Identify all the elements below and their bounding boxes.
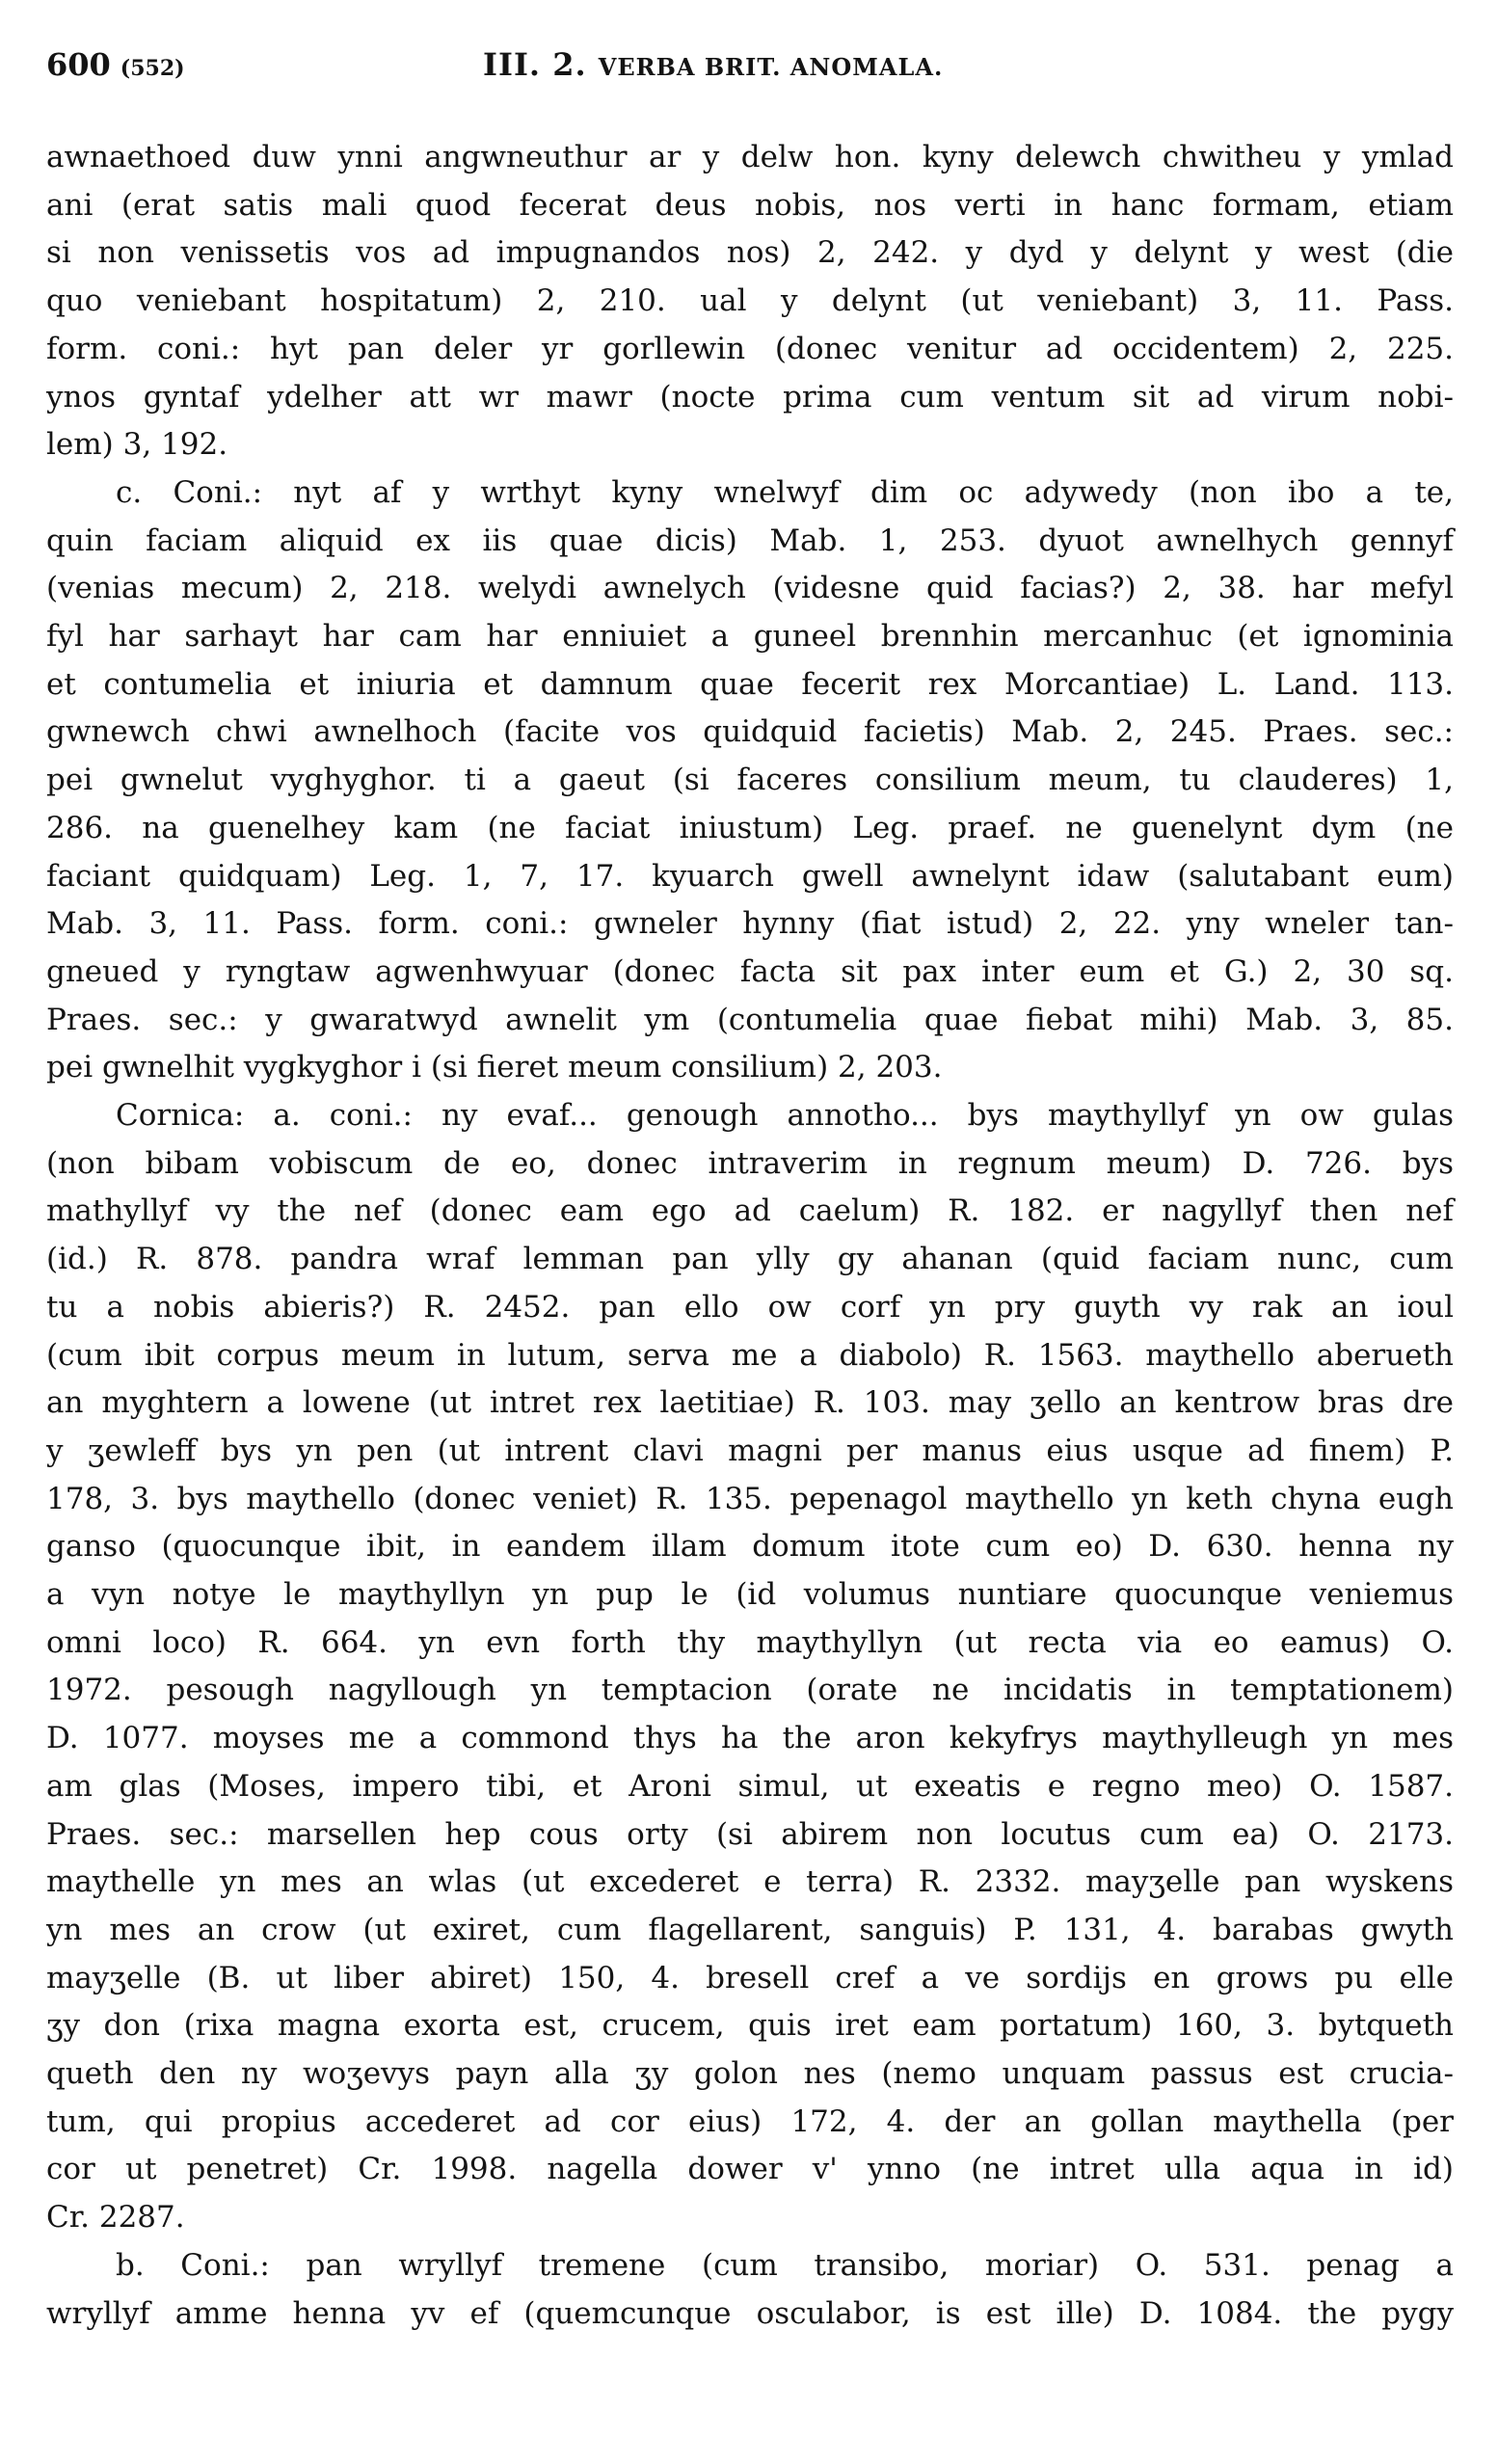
- text-line: (non bibam vobiscum de eo, donec intraverim in regnum meum) D. 726. bys: [46, 1145, 1454, 1181]
- text-line: si non venissetis vos ad impugnandos nos) 2, 242. y dyd y delynt y west (die: [46, 235, 1454, 271]
- text-line: D. 1077. moyses me a commond thys ha the aron kekyfrys maythylleugh yn mes: [46, 1721, 1454, 1756]
- text-line: mayʒelle (B. ut liber abiret) 150, 4. bresell cref a ve sordijs en grows pu elle: [46, 1960, 1454, 1995]
- text-line: mathyllyf vy the nef (donec eam ego ad caelum) R. 182. er nagyllyf then nef: [46, 1193, 1454, 1229]
- running-header: [46, 46, 1452, 94]
- text-line: form. coni.: hyt pan deler yr gorllewin (donec venitur ad occidentem) 2, 225.: [46, 331, 1454, 366]
- text-line: quin faciam aliquid ex iis quae dicis) Mab. 1, 253. dyuot awnelhych gennyf: [46, 522, 1454, 558]
- text-line: cor ut penetret) Cr. 1998. nagella dower v' ynno (ne intret ulla aqua in id): [46, 2152, 1454, 2187]
- text-line: yn mes an crow (ut exiret, cum flagellarent, sanguis) P. 131, 4. barabas gwyth: [46, 1912, 1454, 1947]
- text-line: ʒy don (rixa magna exorta est, crucem, quis iret eam portatum) 160, 3. bytqueth: [46, 2008, 1454, 2044]
- text-line: gwnewch chwi awnelhoch (facite vos quidquid facietis) Mab. 2, 245. Praes. sec.:: [46, 714, 1454, 750]
- text-line: Praes. sec.: marsellen hep cous orty (si abirem non locutus cum ea) O. 2173.: [46, 1816, 1454, 1852]
- text-line: gneued y ryngtaw agwenhwyuar (donec facta sit pax inter eum et G.) 2, 30 sq.: [46, 953, 1454, 989]
- text-line: awnaethoed duw ynni angwneuthur ar y delw hon. kyny delewch chwitheu y ymlad: [46, 140, 1454, 174]
- text-line: faciant quidquam) Leg. 1, 7, 17. kyuarch gwell awnelynt idaw (salutabant eum): [46, 858, 1454, 894]
- text-line: a vyn notye le maythyllyn yn pup le (id volumus nuntiare quocunque veniemus: [46, 1577, 1454, 1612]
- text-line: lem) 3, 192.: [46, 427, 228, 463]
- text-line: am glas (Moses, impero tibi, et Aroni simul, ut exeatis e regno meo) O. 1587.: [46, 1768, 1454, 1804]
- page-number: 600 (552): [46, 46, 185, 83]
- text-line: (id.) R. 878. pandra wraf lemman pan ylly gy ahanan (quid faciam nunc, cum: [46, 1242, 1454, 1277]
- text-line: y ʒewleff bys yn pen (ut intrent clavi magni per manus eius usque ad finem) P.: [46, 1433, 1454, 1468]
- text-line: Cr. 2287.: [46, 2200, 185, 2236]
- text-line: et contumelia et iniuria et damnum quae fecerit rex Morcantiae) L. Land. 113.: [46, 666, 1454, 702]
- text-line: omni loco) R. 664. yn evn forth thy maythyllyn (ut recta via eo eamus) O.: [46, 1624, 1454, 1660]
- text-line: pei gwnelhit vygkyghor i (si fieret meum consilium) 2, 203.: [46, 1050, 943, 1085]
- text-line: Cornica: a. coni.: ny evaf... genough annotho... bys maythyllyf yn ow gulas: [116, 1098, 1454, 1133]
- text-line: 1972. pesough nagyllough yn temptacion (orate ne incidatis in temptationem): [46, 1673, 1454, 1708]
- text-line: ani (erat satis mali quod fecerat deus nobis, nos verti in hanc formam, etiam: [46, 187, 1454, 223]
- text-line: ganso (quocunque ibit, in eandem illam domum itote cum eo) D. 630. henna ny: [46, 1529, 1454, 1565]
- text-line: an myghtern a lowene (ut intret rex laetitiae) R. 103. may ʒello an kentrow bras dre: [46, 1385, 1454, 1421]
- text-line: 286. na guenelhey kam (ne faciat iniustum) Leg. praef. ne guenelynt dym (ne: [46, 810, 1454, 845]
- text-line: c. Coni.: nyt af y wrthyt kyny wnelwyf dim oc adywedy (non ibo a te,: [116, 474, 1454, 510]
- text-line: pei gwnelut vyghyghor. ti a gaeut (si faceres consilium meum, tu clauderes) 1,: [46, 763, 1454, 798]
- text-line: b. Coni.: pan wryllyf tremene (cum transibo, moriar) O. 531. penag a: [116, 2247, 1454, 2283]
- text-line: ynos gyntaf ydelher att wr mawr (nocte prima cum ventum sit ad virum nobi-: [46, 379, 1454, 415]
- text-line: queth den ny woʒevys payn alla ʒy golon nes (nemo unquam passus est crucia-: [46, 2056, 1454, 2091]
- text-line: 178, 3. bys maythello (donec veniet) R. 135. pepenagol maythello yn keth chyna eugh: [46, 1481, 1454, 1516]
- text-line: maythelle yn mes an wlas (ut excederet e terra) R. 2332. mayʒelle pan wyskens: [46, 1864, 1454, 1900]
- text-line: (venias mecum) 2, 218. welydi awnelych (videsne quid facias?) 2, 38. har mefyl: [46, 571, 1454, 606]
- text-line: Mab. 3, 11. Pass. form. coni.: gwneler hynny (fiat istud) 2, 22. yny wneler tan-: [46, 906, 1454, 942]
- text-line: wryllyf amme henna yv ef (quemcunque osculabor, is est ille) D. 1084. the pygy: [46, 2295, 1454, 2331]
- text-line: Praes. sec.: y gwaratwyd awnelit ym (contumelia quae fiebat mihi) Mab. 3, 85.: [46, 1002, 1454, 1037]
- text-line: tum, qui propius accederet ad cor eius) 172, 4. der an gollan maythella (per: [46, 2103, 1454, 2139]
- text-line: tu a nobis abieris?) R. 2452. pan ello ow corf yn pry guyth vy rak an ioul: [46, 1289, 1454, 1325]
- running-title: III. 2. VERBA BRIT. ANOMALA.: [483, 46, 944, 83]
- text-line: (cum ibit corpus meum in lutum, serva me a diabolo) R. 1563. maythello aberueth: [46, 1337, 1454, 1373]
- text-line: quo veniebant hospitatum) 2, 210. ual y delynt (ut veniebant) 3, 11. Pass.: [46, 283, 1454, 319]
- text-line: fyl har sarhayt har cam har enniuiet a guneel brennhin mercanhuc (et ignominia: [46, 619, 1454, 654]
